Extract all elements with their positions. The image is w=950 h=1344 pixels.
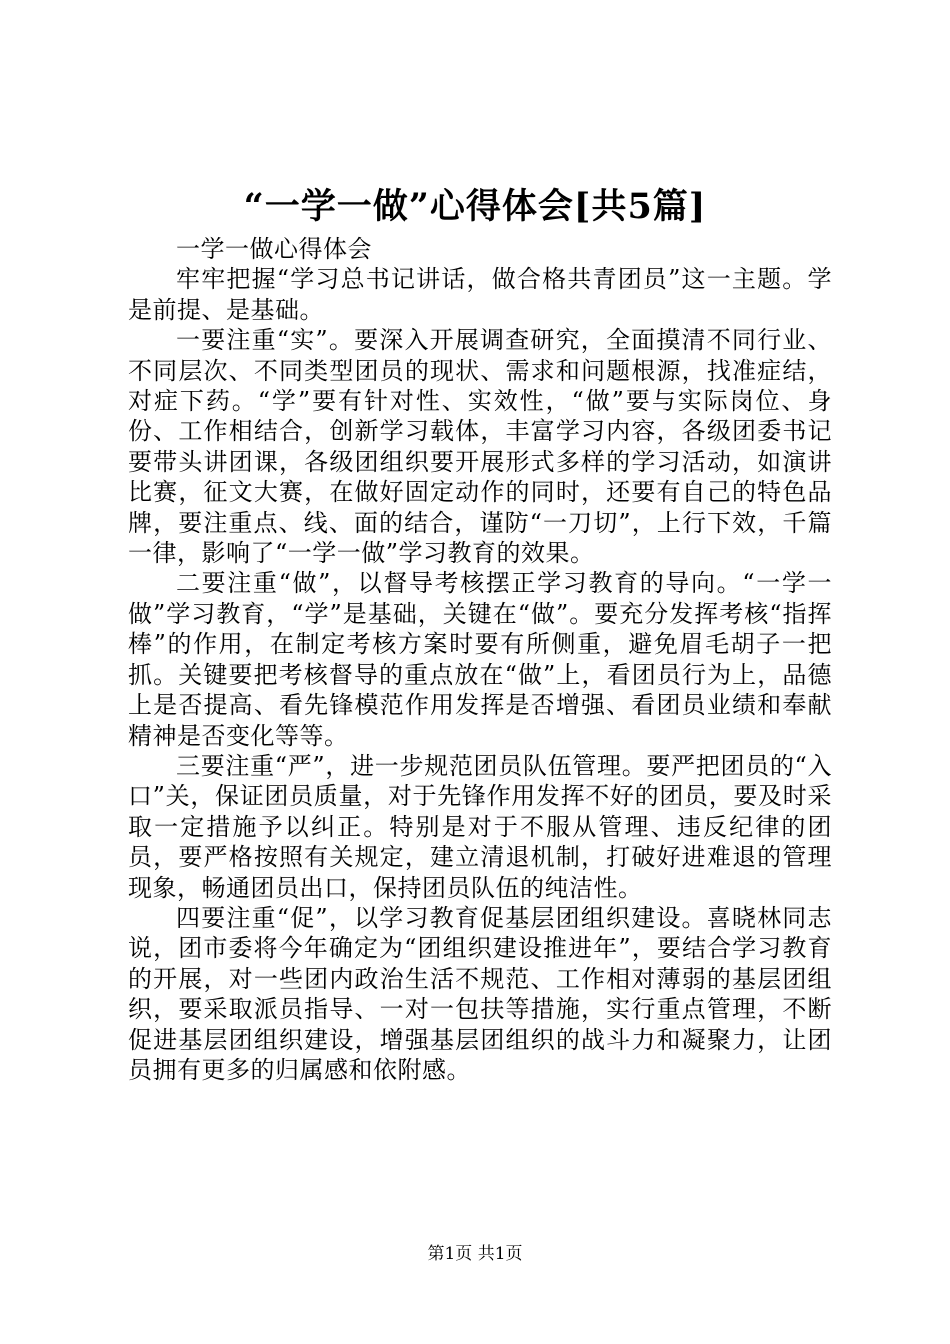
body-paragraph: 四要注重“促”，以学习教育促基层团组织建设。喜晓林同志说，团市委将今年确定为“团组织建设推进年”，要结合学习教育的开展，对一些团内政治生活不规范、工作相对薄弱的基层团组织，要采取派员指导、一对一包扶等措施，实行重点管理，不断促进基层团组织建设，增强基层团组织的战斗力和凝聚力，让团员拥有更多的归属感和依附感。 xyxy=(128,903,832,1084)
body-paragraph: 三要注重“严”，进一步规范团员队伍管理。要严把团员的“入口”关，保证团员质量，对于先锋作用发挥不好的团员，要及时采取一定措施予以纠正。特别是对于不服从管理、违反纪律的团员，要严格按照有关规定，建立清退机制，打破好进难退的管理现象，畅通团员出口，保持团员队伍的纯洁性。 xyxy=(128,751,832,902)
body-paragraph: 二要注重“做”，以督导考核摆正学习教育的导向。“一学一做”学习教育，“学”是基础，关键在“做”。要充分发挥考核“指挥棒”的作用，在制定考核方案时要有所侧重，避免眉毛胡子一把抓。关键要把考核督导的重点放在“做”上，看团员行为上，品德上是否提高、看先锋模范作用发挥是否增强、看团员业绩和奉献精神是否变化等等。 xyxy=(128,569,832,750)
document-body xyxy=(128,234,832,1085)
page-footer: 第1页 共1页 xyxy=(427,1244,523,1264)
subtitle-paragraph: 一学一做心得体会 xyxy=(176,235,372,263)
body-paragraph: 一要注重“实”。要深入开展调查研究，全面摸清不同行业、不同层次、不同类型团员的现状、需求和问题根源，找准症结，对症下药。“学”要有针对性、实效性，“做”要与实际岗位、身份、工作相结合，创新学习载体，丰富学习内容，各级团委书记要带头讲团课，各级团组织要开展形式多样的学习活动，如演讲比赛，征文大赛，在做好固定动作的同时，还要有自己的特色品牌，要注重点、线、面的结合，谨防“一刀切”，上行下效，千篇一律，影响了“一学一做”学习教育的效果。 xyxy=(128,326,832,568)
document-title: “一学一做”心得体会[共5篇] xyxy=(243,186,707,227)
body-paragraph: 牢牢把握“学习总书记讲话，做合格共青团员”这一主题。学是前提、是基础。 xyxy=(128,265,832,324)
